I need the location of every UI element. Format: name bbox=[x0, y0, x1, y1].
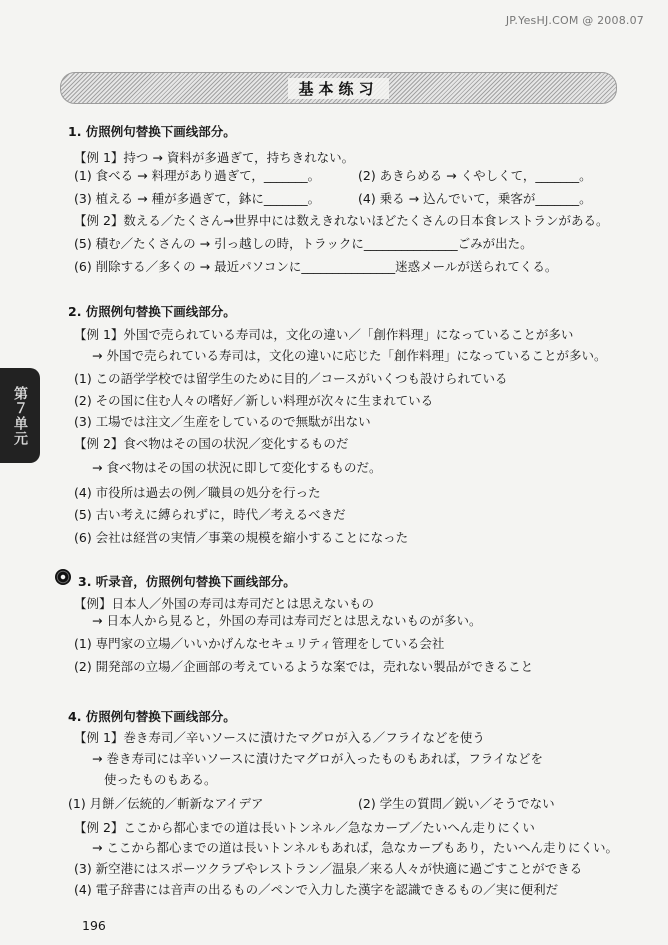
exercise-2-example-1-answer: → 外国で売られている寿司は，文化の違いに応じた「創作料理」になっていることが多い。 bbox=[92, 348, 607, 363]
watermark: JP.YesHJ.COM @ 2008.07 bbox=[505, 14, 644, 27]
exercise-3-item-1: (1) 専門家の立場／いいかげんなセキュリティ管理をしている会社 bbox=[74, 636, 445, 651]
exercise-4-example-2: 【例 2】ここから都心までの道は長いトンネル／急なカーブ／たいへん走りにくい bbox=[74, 820, 535, 835]
section-banner bbox=[60, 72, 617, 104]
exercise-4-item-2: (2) 学生の質問／鋭い／そうでない bbox=[358, 796, 555, 811]
exercise-3-item-2: (2) 開発部の立場／企画部の考えているような案では，売れない製品ができること bbox=[74, 659, 534, 674]
exercise-2-item-3: (3) 工場では注文／生産をしているので無駄が出ない bbox=[74, 414, 371, 429]
exercise-2-item-1: (1) この語学学校では留学生のために目的／コースがいくつも設けられている bbox=[74, 371, 508, 386]
exercise-2-example-2-answer: → 食べ物はその国の状況に即して変化するものだ。 bbox=[92, 460, 382, 475]
unit-side-tab bbox=[0, 368, 40, 463]
exercise-2-heading: 2. 仿照例句替换下画线部分。 bbox=[68, 304, 236, 319]
exercise-1-item-2: (2) あきらめる → くやしくて，_______。 bbox=[358, 168, 592, 183]
exercise-2-example-2: 【例 2】食べ物はその国の状況／変化するものだ bbox=[74, 436, 349, 451]
exercise-1-example-2: 【例 2】数える／たくさん→世界中には数えきれないほどたくさんの日本食レストランがある。 bbox=[74, 213, 609, 228]
unit-side-tab-label: 第７单元 bbox=[12, 385, 28, 446]
exercise-3-example-answer: → 日本人から見ると，外国の寿司は寿司だとは思えないものが多い。 bbox=[92, 613, 482, 628]
exercise-3-heading: 3. 听录音，仿照例句替换下画线部分。 bbox=[78, 574, 296, 589]
exercise-4-example-2-answer: → ここから都心までの道は長いトンネルもあれば，急なカーブもあり，たいへん走りにくい。 bbox=[92, 840, 618, 855]
exercise-2-item-6: (6) 会社は経営の実情／事業の規模を縮小することになった bbox=[74, 530, 409, 545]
exercise-1-heading: 1. 仿照例句替换下画线部分。 bbox=[68, 124, 236, 139]
exercise-4-example-1-answer-cont: 使ったものもある。 bbox=[104, 772, 217, 787]
exercise-4-item-4: (4) 電子辞書には音声の出るもの／ペンで入力した漢字を認識できるもの／実に便利だ bbox=[74, 882, 559, 897]
exercise-1-item-3: (3) 植える → 種が多過ぎて，鉢に_______。 bbox=[74, 191, 321, 206]
exercise-4-item-1: (1) 月餅／伝統的／斬新なアイデア bbox=[68, 796, 264, 811]
exercise-4-item-3: (3) 新空港にはスポーツクラブやレストラン／温泉／来る人々が快適に過ごすことができる bbox=[74, 861, 583, 876]
exercise-1-item-4: (4) 乗る → 込んでいて，乗客が_______。 bbox=[358, 191, 592, 206]
page-number: 196 bbox=[82, 918, 106, 933]
exercise-4-example-1-answer: → 巻き寿司には辛いソースに漬けたマグロが入ったものもあれば，フライなどを bbox=[92, 751, 543, 766]
exercise-1-example-1: 【例 1】持つ → 資料が多過ぎて，持ちきれない。 bbox=[74, 150, 355, 165]
exercise-3-example: 【例】日本人／外国の寿司は寿司だとは思えないもの bbox=[74, 596, 375, 611]
exercise-2-example-1: 【例 1】外国で売られている寿司は，文化の違い／「創作料理」になっていることが多い bbox=[74, 327, 574, 342]
exercise-1-item-5: (5) 積む／たくさんの → 引っ越しの時，トラックに_______________ごみが出た。 bbox=[74, 236, 533, 251]
exercise-1-item-1: (1) 食べる → 料理があり過ぎて，_______。 bbox=[74, 168, 321, 183]
banner-title: 基本练习 bbox=[288, 78, 388, 99]
exercise-4-example-1: 【例 1】巻き寿司／辛いソースに漬けたマグロが入る／フライなどを使う bbox=[74, 730, 485, 745]
exercise-1-item-6: (6) 削除する／多くの → 最近パソコンに_______________迷惑メールが送られてくる。 bbox=[74, 259, 558, 274]
exercise-2-item-2: (2) その国に住む人々の嗜好／新しい料理が次々に生まれている bbox=[74, 393, 434, 408]
audio-cd-icon bbox=[55, 569, 71, 585]
exercise-2-item-5: (5) 古い考えに縛られずに，時代／考えるべきだ bbox=[74, 507, 346, 522]
exercise-2-item-4: (4) 市役所は過去の例／職員の処分を行った bbox=[74, 485, 321, 500]
exercise-4-heading: 4. 仿照例句替换下画线部分。 bbox=[68, 709, 236, 724]
